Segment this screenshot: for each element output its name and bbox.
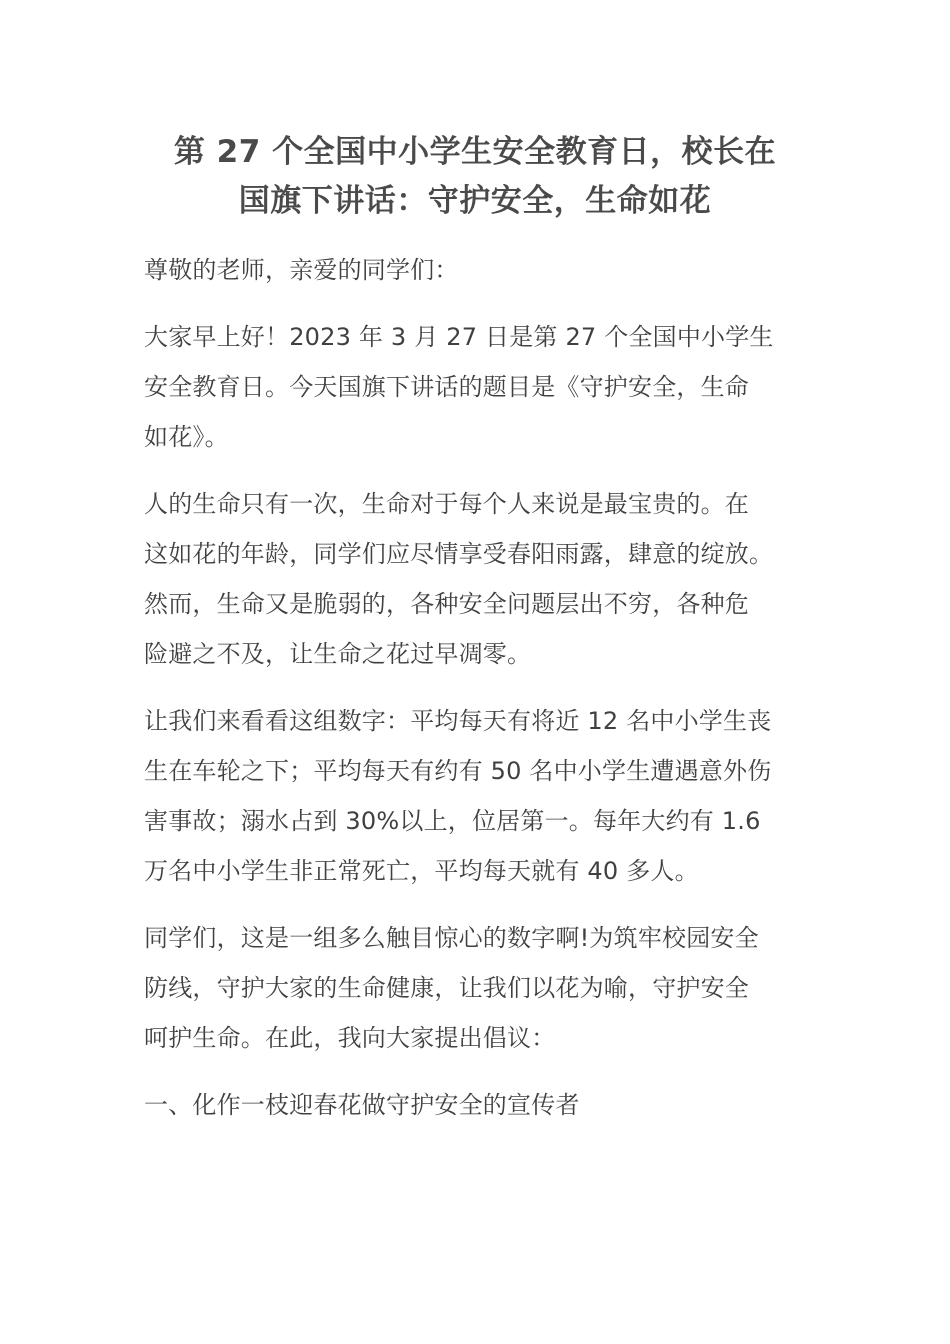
- paragraph-line: 安全教育日。今天国旗下讲话的题目是《守护安全，生命: [144, 373, 749, 401]
- proposal-paragraph: [144, 913, 806, 1063]
- paragraph-line: 如花》。: [144, 423, 229, 451]
- paragraph-line: 人的生命只有一次，生命对于每个人来说是最宝贵的。在: [144, 490, 749, 518]
- paragraph-line: 险避之不及，让生命之花过早凋零。: [144, 640, 532, 668]
- paragraph-line: 同学们，这是一组多么触目惊心的数字啊!为筑牢校园安全: [144, 924, 759, 952]
- paragraph-line: 让我们来看看这组数字：平均每天有将近 12 名中小学生丧: [144, 707, 772, 735]
- life-paragraph: [144, 479, 806, 679]
- title-line: 国旗下讲话：守护安全，生命如花: [238, 183, 712, 219]
- paragraph-line: 尊敬的老师，亲爱的同学们：: [144, 256, 459, 284]
- paragraph-line: 大家早上好！2023 年 3 月 27 日是第 27 个全国中小学生: [144, 323, 774, 351]
- title-line: 第 27 个全国中小学生安全教育日，校长在: [173, 134, 777, 170]
- paragraph-line: 万名中小学生非正常死亡，平均每天就有 40 多人。: [144, 857, 699, 885]
- document-title: [140, 128, 810, 226]
- paragraph-line: 然而，生命又是脆弱的，各种安全问题层出不穷，各种危: [144, 590, 749, 618]
- paragraph-line: 害事故；溺水占到 30%以上，位居第一。每年大约有 1.6: [144, 807, 761, 835]
- intro-paragraph: [144, 312, 806, 462]
- statistics-paragraph: [144, 696, 806, 896]
- section-heading: [144, 1080, 806, 1130]
- paragraph-line: 生在车轮之下；平均每天有约有 50 名中小学生遭遇意外伤: [144, 757, 772, 785]
- paragraph-line: 一、化作一枝迎春花做守护安全的宣传者: [144, 1091, 580, 1119]
- paragraph-line: 这如花的年龄，同学们应尽情享受春阳雨露，肆意的绽放。: [144, 540, 774, 568]
- paragraph-line: 呵护生命。在此，我向大家提出倡议：: [144, 1024, 556, 1052]
- paragraph-line: 防线，守护大家的生命健康，让我们以花为喻，守护安全: [144, 974, 749, 1002]
- greeting-paragraph: [144, 245, 806, 295]
